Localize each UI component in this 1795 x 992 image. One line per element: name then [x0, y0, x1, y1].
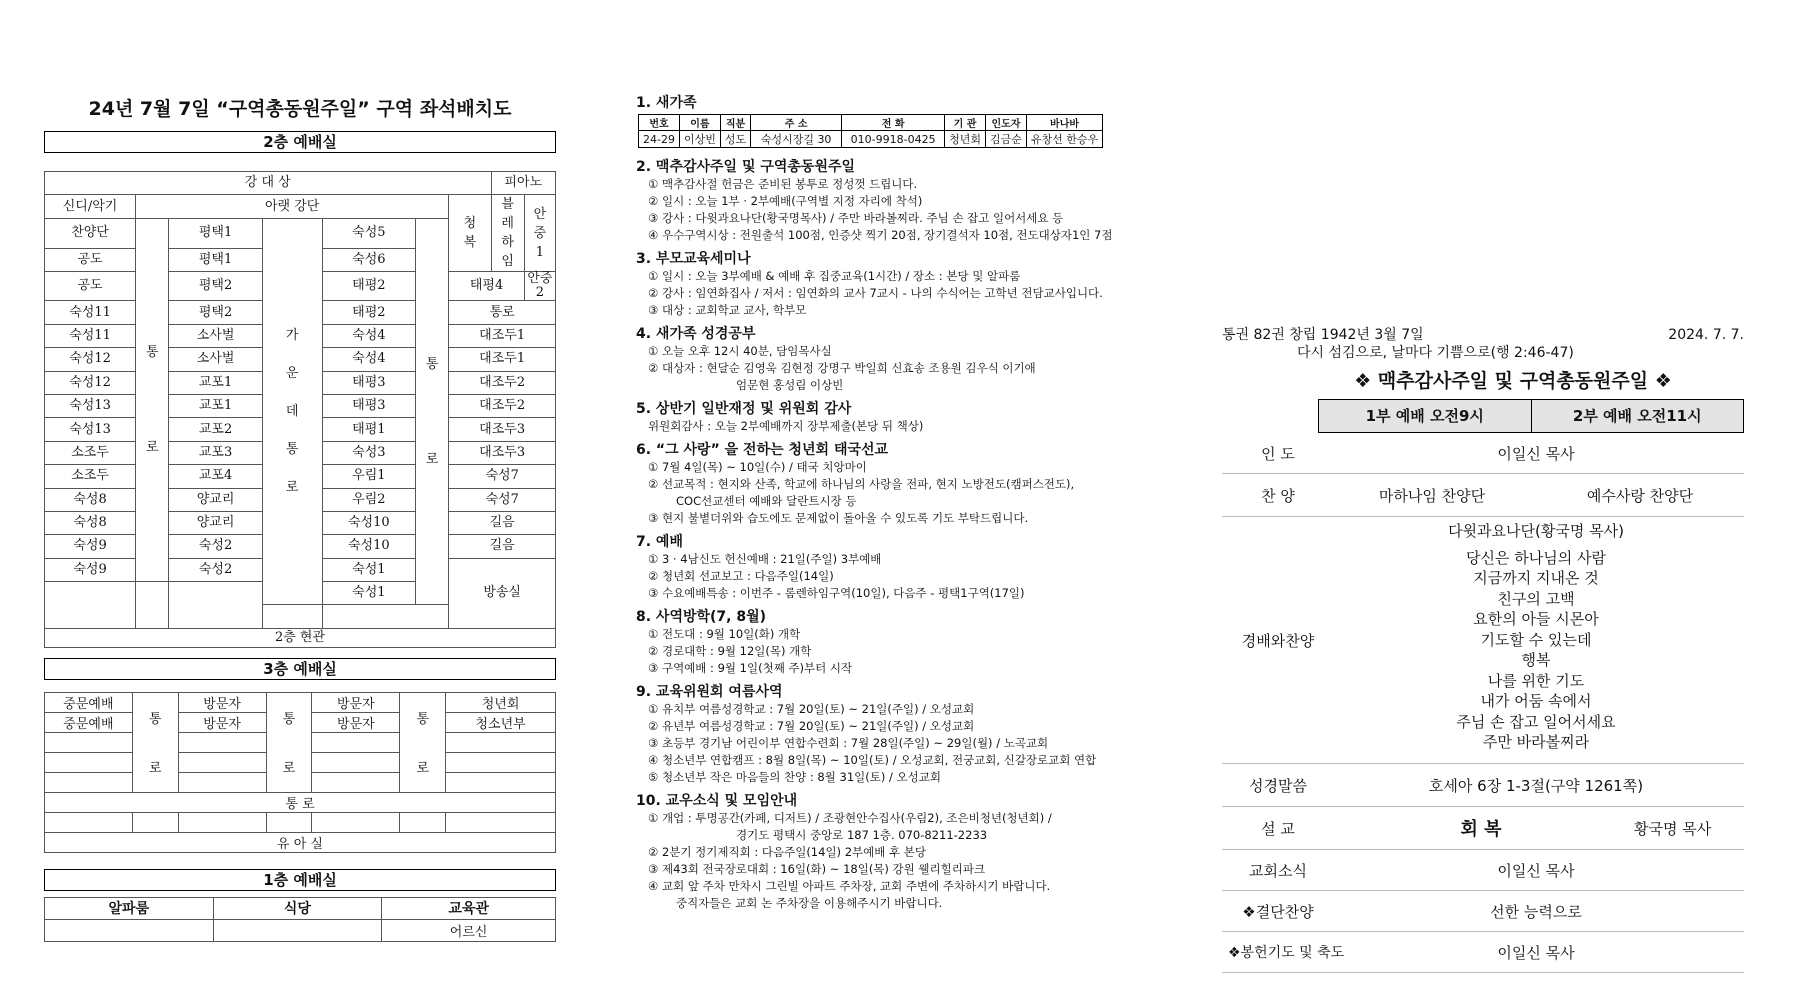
- seat: 숙성9: [45, 558, 136, 581]
- seat: 대조두2: [449, 394, 556, 417]
- section-title: 3. 부모교육세미나: [636, 251, 751, 267]
- seat: 중문예배: [45, 712, 133, 732]
- seat: 숙성3: [322, 441, 415, 464]
- seat: 숙성5: [322, 218, 415, 248]
- item: ① 유치부 여름성경학교 : 7월 20일(토) ~ 21일(주일) / 오성교회: [648, 702, 975, 716]
- seat: 소사벌: [169, 324, 262, 347]
- item: ⑤ 청소년부 작은 마음들의 찬양 : 8월 31일(토) / 오성교회: [648, 770, 941, 784]
- th: 이름: [679, 115, 720, 131]
- td: 숙성시장길 30: [751, 131, 842, 148]
- song: 요한의 아들 시몬아: [1473, 610, 1599, 628]
- song: 내가 어둠 속에서: [1480, 692, 1592, 710]
- seat: 숙성2: [169, 558, 262, 581]
- choir-label: 청 복: [449, 195, 491, 272]
- seat: 우림1: [322, 465, 415, 488]
- seat: 대조두1: [449, 348, 556, 371]
- bless-label: 블 레 하 임: [491, 195, 524, 272]
- td: 유창선 한승우: [1026, 131, 1102, 148]
- announcements: [636, 94, 1176, 912]
- seating-chart: [44, 94, 556, 942]
- seat: 숙성11: [45, 324, 136, 347]
- song: 주님 손 잡고 일어서세요: [1456, 712, 1616, 731]
- seat: 교포3: [169, 441, 262, 464]
- service-1: 1부 예배 오전9시: [1319, 400, 1531, 432]
- seat: 숙성1: [322, 558, 415, 581]
- row-lead: [1222, 433, 1744, 474]
- seat: 숙성6: [322, 249, 415, 272]
- synth: 신디/악기: [45, 195, 136, 218]
- td: 이상빈: [679, 131, 720, 148]
- item: ① 3 · 4남신도 헌신예배 : 21일(주일) 3부예배: [648, 552, 882, 566]
- seat: 평택1: [169, 249, 262, 272]
- seat: 숙성10: [322, 511, 415, 534]
- seat: 대조두3: [449, 418, 556, 441]
- seat: 숙성4: [322, 348, 415, 371]
- seat: 태평3: [322, 394, 415, 417]
- row-label: 성경말씀: [1249, 776, 1307, 795]
- item: ③ 초등부 경기남 어린이부 연합수련회 : 7월 28일(주일) ~ 29일(월) / 노곡교회: [648, 736, 1049, 750]
- td: 010-9918-0425: [842, 131, 945, 148]
- aisle: 통 로: [132, 692, 178, 792]
- seat: 양교리: [169, 511, 262, 534]
- row-value: 예수사랑 찬양단: [1586, 486, 1694, 505]
- seat: 교포2: [169, 418, 262, 441]
- seat: 숙성11: [45, 301, 136, 324]
- td: 김금순: [986, 131, 1027, 148]
- volume-info: 통권 82권 창립 1942년 3월 7일: [1222, 327, 1424, 343]
- alpha-room: 알파룸: [45, 897, 214, 919]
- seat: 숙성1: [322, 582, 415, 605]
- item: ③ 수요예배특송 : 이번주 - 롬렌하임구역(10일), 다음주 - 평택1구역(17일): [648, 586, 1025, 600]
- song: 행복: [1521, 651, 1551, 669]
- th: 기 관: [945, 115, 986, 131]
- seat: 태평4: [449, 272, 525, 301]
- seat: 숙성8: [45, 488, 136, 511]
- floor1-table: [44, 897, 556, 942]
- item: ① 일시 : 오늘 3부예배 & 예배 후 집중교육(1시간) / 장소 : 본당 및 알파룸: [648, 269, 1021, 283]
- item: ③ 대상 : 교회학교 교사, 학부모: [648, 303, 807, 317]
- row-value: 이일신 목사: [1497, 444, 1575, 463]
- row-scripture: [1222, 764, 1744, 807]
- item-cont: 경기도 평택시 중앙로 187 1층. 070-8211-2233: [736, 828, 988, 842]
- section-title: 8. 사역방학(7, 8월): [636, 609, 767, 625]
- center-aisle: 가 운 데 통 로: [262, 218, 322, 605]
- row-label: 인 도: [1261, 444, 1295, 463]
- th: 바나바: [1026, 115, 1102, 131]
- dining-room: 식당: [213, 897, 382, 919]
- seat: 길음: [449, 511, 556, 534]
- seat: 숙성12: [45, 371, 136, 394]
- service-2: 2부 예배 오전11시: [1531, 400, 1744, 432]
- song: 나를 위한 기도: [1487, 671, 1585, 690]
- aisle: 통 로: [266, 692, 312, 792]
- order-of-worship: [1222, 326, 1744, 973]
- song: 기도할 수 있는데: [1480, 630, 1592, 649]
- row-value: 선한 능력으로: [1490, 902, 1582, 921]
- seat: 숙성7: [449, 465, 556, 488]
- item: ② 경로대학 : 9월 12일(목) 개학: [648, 644, 812, 658]
- new-family-table: [638, 114, 1103, 148]
- row-value: 호세아 6장 1-3절(구약 1261쪽): [1428, 776, 1644, 795]
- row-worship: [1222, 517, 1744, 764]
- item: ② 강사 : 임연화집사 / 저서 : 임연화의 교사 7교시 - 나의 수식어는 고학년 전담교사입니다.: [648, 286, 1103, 300]
- row-news: [1222, 850, 1744, 891]
- th: 전 화: [842, 115, 945, 131]
- lower-stage: 아랫 강단: [136, 195, 449, 218]
- seat: 공도: [45, 272, 136, 301]
- song: 당신은 하나님의 사람: [1466, 548, 1606, 567]
- song: 지금까지 지내온 것: [1473, 569, 1599, 587]
- seat-empty: [262, 605, 322, 628]
- row-decision: [1222, 891, 1744, 932]
- th: 인도자: [986, 115, 1027, 131]
- seat: 교포4: [169, 465, 262, 488]
- seat: 찬양단: [45, 218, 136, 248]
- seat: 우림2: [322, 488, 415, 511]
- item: ② 대상자 : 현달순 김영욱 김현정 강명구 박일희 신효송 조용원 김우식 이기애: [648, 361, 1036, 375]
- seat: 숙성2: [169, 535, 262, 558]
- seat: 숙성13: [45, 394, 136, 417]
- row-value: 마하나임 찬양단: [1378, 486, 1486, 505]
- item: ① 7월 4일(목) ~ 10일(수) / 태국 치앙마이: [648, 460, 867, 474]
- row-sermon: [1222, 807, 1744, 850]
- item: ③ 구역예배 : 9월 1일(첫째 주)부터 시작: [648, 661, 853, 675]
- floor2-label: 2층 예배실: [44, 131, 556, 153]
- seat: 숙성10: [322, 535, 415, 558]
- seat: 청년회: [446, 692, 556, 712]
- item: ③ 강사 : 다윗과요나단(황국명목사) / 주만 바라볼찌라. 주님 손 잡고 일어서세요 등: [648, 211, 1064, 225]
- section-title: 10. 교우소식 및 모임안내: [636, 793, 798, 809]
- row-label: 교회소식: [1249, 861, 1307, 880]
- item: ③ 제43회 전국장로대회 : 16일(화) ~ 18일(목) 강원 웰리힐리파크: [648, 862, 986, 876]
- seat: 숙성7: [449, 488, 556, 511]
- section-title: 5. 상반기 일반재정 및 위원회 감사: [636, 401, 852, 417]
- aisle-row: 통 로: [45, 792, 556, 812]
- seat: 평택2: [169, 301, 262, 324]
- seat: 방문자: [178, 712, 266, 732]
- item: ② 선교목적 : 현지와 산족, 학교에 하나님의 사랑을 전파, 현지 노방전도(캠퍼스전도),: [648, 477, 1075, 491]
- item: ② 유년부 여름성경학교 : 7월 20일(토) ~ 21일(주일) / 오성교회: [648, 719, 975, 733]
- item-cont: COC선교센터 예배와 달란트시장 등: [676, 494, 857, 508]
- bulletin-title: ❖ 맥추감사주일 및 구역총동원주일 ❖: [1354, 370, 1672, 392]
- th: 주 소: [751, 115, 842, 131]
- seat: 대조두2: [449, 371, 556, 394]
- seat: 대조두1: [449, 324, 556, 347]
- seat: 대조두3: [449, 441, 556, 464]
- motto: 다시 섬김으로, 날마다 기쁨으로(행 2:46-47): [1297, 345, 1574, 361]
- seat: 청소년부: [446, 712, 556, 732]
- item: ① 맥추감사절 헌금은 준비된 봉투로 정성껏 드립니다.: [648, 177, 918, 191]
- seat: 숙성8: [45, 511, 136, 534]
- section-title: 7. 예배: [636, 534, 683, 550]
- seat: 평택1: [169, 218, 262, 248]
- seat: 태평2: [322, 301, 415, 324]
- item: ① 개업 : 투명공간(카페, 디저트) / 조광현안수집사(우림2), 조은비청년(청년회) /: [648, 811, 1052, 825]
- worship-leader: 다윗과요나단(황국명 목사): [1448, 522, 1624, 540]
- section-title: 1. 새가족: [636, 95, 697, 111]
- seat: 태평3: [322, 371, 415, 394]
- aisle: 통 로: [400, 692, 446, 792]
- row-label: ❖봉헌기도 및 축도: [1228, 945, 1345, 961]
- row-praise: [1222, 474, 1744, 517]
- seat: 숙성13: [45, 418, 136, 441]
- item: ② 청년회 선교보고 : 다음주일(14일): [648, 569, 834, 583]
- sermon-title: 회 복: [1460, 819, 1502, 840]
- section-title: 2. 맥추감사주일 및 구역총동원주일: [636, 159, 856, 175]
- row-label: 경배와찬양: [1241, 631, 1315, 650]
- td: 24-29: [639, 131, 680, 148]
- row-offering: [1222, 932, 1744, 973]
- section-title: 6. “그 사랑” 을 전하는 청년회 태국선교: [636, 442, 889, 458]
- seat: 숙성4: [322, 324, 415, 347]
- th: 번호: [639, 115, 680, 131]
- seat: 평택2: [169, 272, 262, 301]
- seat: 공도: [45, 249, 136, 272]
- section-title: 9. 교육위원회 여름사역: [636, 684, 783, 700]
- worship-list: [1328, 517, 1744, 763]
- stage: 강 대 상: [45, 172, 492, 195]
- seat-empty: [169, 582, 262, 629]
- item: ② 2분기 정기제직회 : 다음주일(14일) 2부예배 후 본당: [648, 845, 926, 859]
- seat-empty: [45, 582, 136, 629]
- left-aisle: 통 로: [136, 218, 169, 581]
- floor1-label: 1층 예배실: [44, 869, 556, 891]
- section-title: 4. 새가족 성경공부: [636, 326, 756, 342]
- entrance-2f: 2층 현관: [45, 628, 556, 647]
- item-cont: 중직자들은 교회 논 주차장을 이용해주시기 바랍니다.: [676, 896, 943, 910]
- aisle-empty: [136, 582, 169, 629]
- seat: 소조두: [45, 465, 136, 488]
- seat: 안중2: [524, 272, 555, 301]
- right-aisle: 통 로: [416, 218, 449, 605]
- seat: 통로: [449, 301, 556, 324]
- seat: 소사벌: [169, 348, 262, 371]
- sermon-pastor: 황국명 목사: [1634, 819, 1712, 838]
- nursery: 유 아 실: [45, 832, 556, 852]
- item: ① 전도대 : 9월 10일(화) 개학: [648, 627, 801, 641]
- seating-title: 24년 7월 7일 “구역총동원주일” 구역 좌석배치도: [88, 98, 512, 120]
- row-label: ❖결단찬양: [1242, 902, 1314, 921]
- bulletin-date: 2024. 7. 7.: [1668, 327, 1744, 343]
- seat: 숙성12: [45, 348, 136, 371]
- seat: 방문자: [178, 692, 266, 712]
- song: 주만 바라볼찌라: [1482, 733, 1590, 751]
- item: ④ 우수구역시상 : 전원출석 100점, 인증샷 찍기 20점, 장기결석자 10점, 전도대상자1인 7점: [648, 228, 1113, 242]
- floor2-table: [44, 171, 556, 648]
- row-label: 설 교: [1261, 819, 1295, 838]
- item: ④ 교회 앞 주차 만차시 그린빌 아파트 주차장, 교회 주변에 주차하시기 바랍니다.: [648, 879, 1051, 893]
- broadcast-room: 방송실: [449, 558, 556, 628]
- floor3-table: [44, 692, 556, 853]
- seat: 소조두: [45, 441, 136, 464]
- service-times: [1318, 399, 1744, 433]
- item: ③ 현지 불볕더위와 습도에도 문제없이 돌아올 수 있도록 기도 부탁드립니다.: [648, 511, 1029, 525]
- item: ① 오늘 오후 12시 40분, 담임목사실: [648, 344, 832, 358]
- song: 친구의 고백: [1497, 589, 1575, 608]
- th: 직분: [720, 115, 750, 131]
- seat: 숙성9: [45, 535, 136, 558]
- row-value: 이일신 목사: [1497, 943, 1575, 962]
- elder-seat: 어르신: [382, 919, 556, 941]
- seat: 양교리: [169, 488, 262, 511]
- seat: 중문예배: [45, 692, 133, 712]
- seat: 교포1: [169, 394, 262, 417]
- row-label: 찬 양: [1261, 486, 1295, 505]
- piano: 피아노: [491, 172, 555, 195]
- item: 위원회감사 : 오늘 2부예배까지 장부제출(본당 뒤 책상): [648, 419, 924, 433]
- td: 성도: [720, 131, 750, 148]
- seat: 교포1: [169, 371, 262, 394]
- item: ④ 청소년부 연합캠프 : 8월 8일(목) ~ 10일(토) / 오성교회, 전궁교회, 신갈장로교회 연합: [648, 753, 1097, 767]
- seat: 태평1: [322, 418, 415, 441]
- floor3-label: 3층 예배실: [44, 658, 556, 680]
- seat: 방문자: [312, 692, 400, 712]
- row-value: 이일신 목사: [1497, 861, 1575, 880]
- volume-line: [1222, 326, 1744, 344]
- item: ② 일시 : 오늘 1부 · 2부예배(구역별 지정 자리에 착석): [648, 194, 923, 208]
- seat: 길음: [449, 535, 556, 558]
- education-hall: 교육관: [382, 897, 556, 919]
- seat: 방문자: [312, 712, 400, 732]
- item-cont: 엄문현 홍성림 이상빈: [736, 378, 844, 392]
- anjung-label: 안 중 1: [524, 195, 555, 272]
- td: 청년회: [945, 131, 986, 148]
- seat: 태평2: [322, 272, 415, 301]
